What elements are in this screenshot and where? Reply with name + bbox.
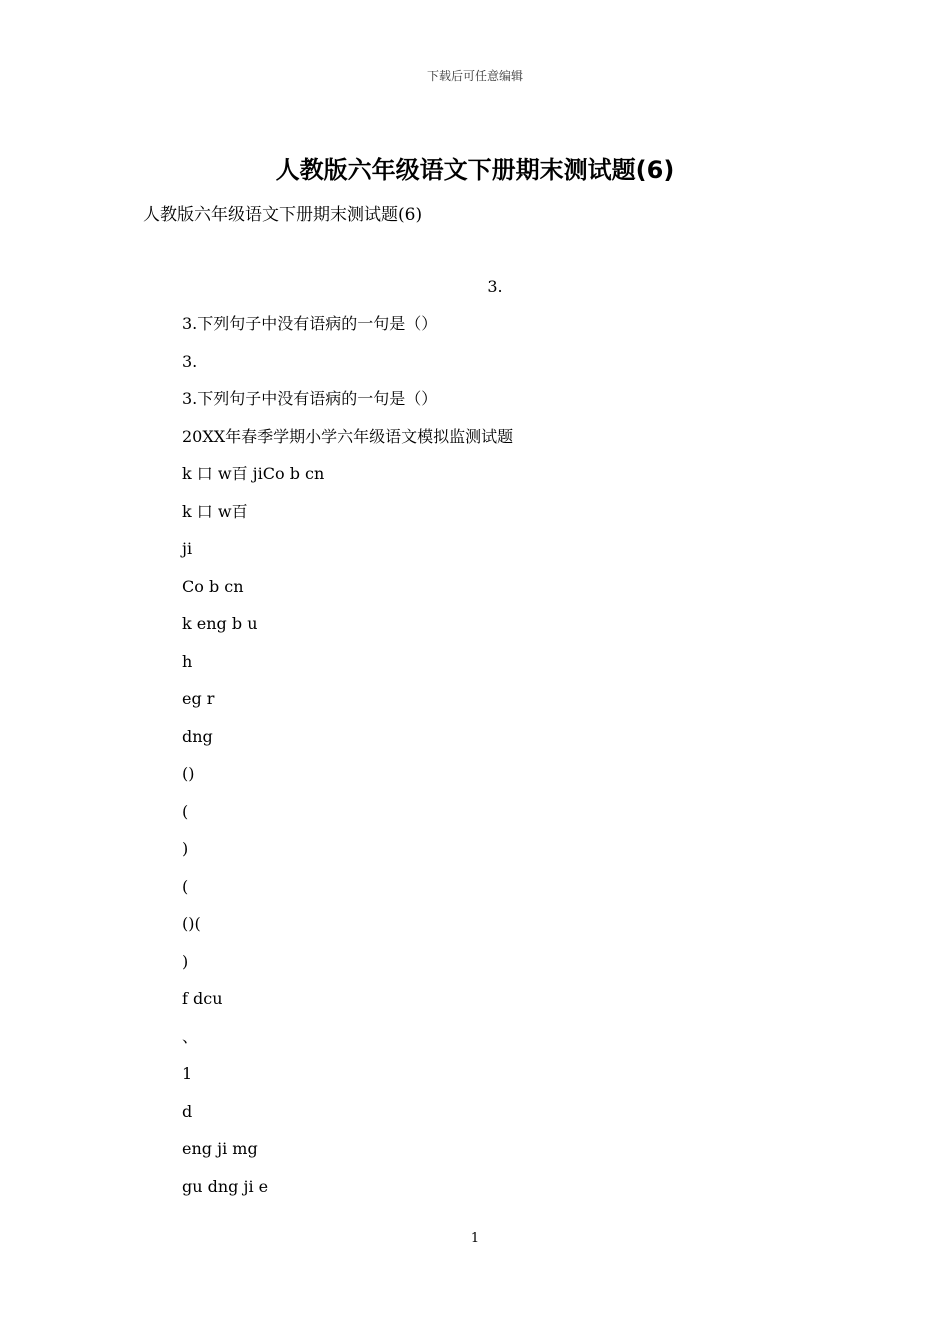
text-line: 3. [182,351,198,371]
text-line: 20XX年春季学期小学六年级语文模拟监测试题 [182,426,514,446]
text-line: f dcu [182,989,223,1008]
document-subtitle: 人教版六年级语文下册期末测试题(6) [143,205,423,225]
text-line: ) [182,839,189,858]
text-line: ji [182,539,193,558]
text-line: eg r [182,689,215,708]
page-header-note: 下载后可任意编辑 [426,69,523,83]
document-lines [182,312,513,1212]
text-line: eng ji mg [182,1139,258,1158]
text-line: k 口 w百 [182,501,248,521]
text-line: ( [182,876,189,896]
text-line: 1 [182,1064,193,1083]
text-line: dng [182,726,213,746]
text-line: gu dng ji e [182,1176,269,1196]
text-line: 、 [182,1026,199,1046]
text-line: ) [182,951,189,971]
text-line: () [182,764,195,783]
text-line: 3.下列句子中没有语病的一句是（） [182,389,438,408]
text-line: k 口 w百 jiCo b cn [182,464,325,483]
section-number: 3. [487,277,503,296]
text-line: ()( [182,914,201,933]
text-line: Co b cn [182,576,244,596]
text-line: d [182,1101,193,1121]
document-title: 人教版六年级语文下册期末测试题(6) [275,156,675,184]
page-number: 1 [470,1231,480,1246]
text-line: h [182,651,193,671]
text-line: ( [182,801,189,821]
text-line: 3.下列句子中没有语病的一句是（） [182,314,438,333]
text-line: k eng b u [182,614,258,633]
